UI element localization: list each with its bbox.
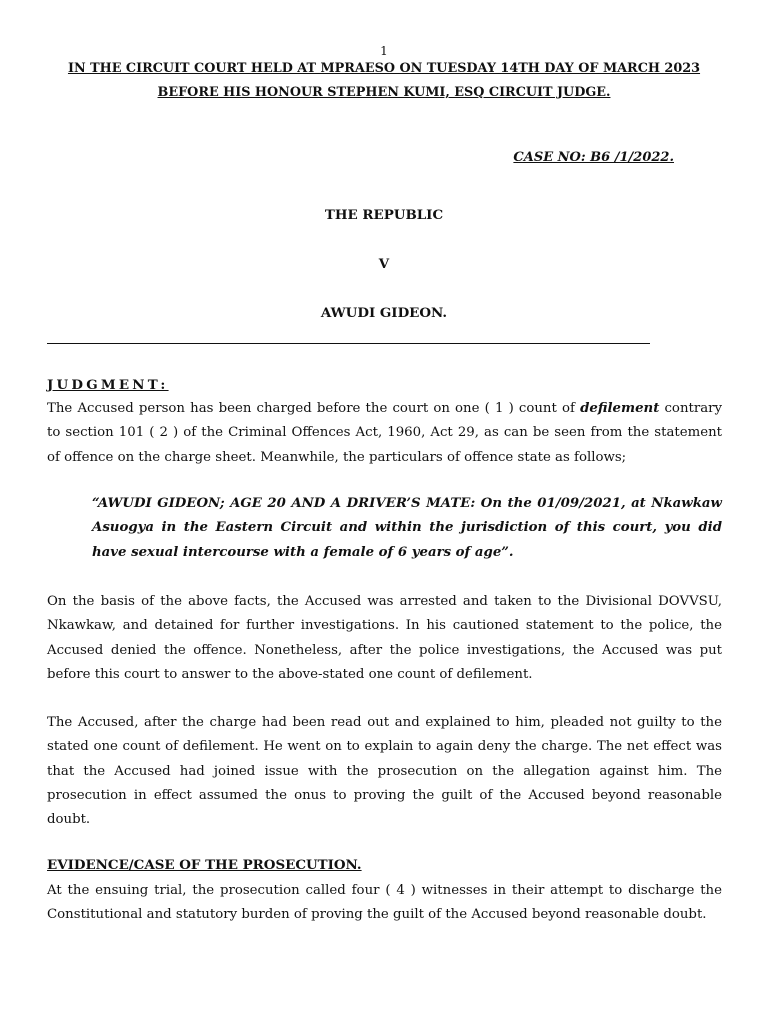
court-header — [40, 57, 728, 105]
defilement-emphasis: defilement — [580, 401, 660, 416]
party-accused: AWUDI GIDEON. — [320, 305, 448, 321]
page-number: 1 — [380, 44, 388, 58]
party-versus: V — [378, 256, 390, 272]
judgment-paragraph-1-part-2: contrary to section 101 ( 2 ) of the Criminal Offences Act, 1960, Act 29, as can be seen from the statement of offence on the charge sheet. Meanwhile, the particulars of offence state as follows; — [47, 401, 723, 465]
evidence-paragraph-1: At the ensuing trial, the prosecution called four ( 4 ) witnesses in their attempt to discharge the Constitutional and statutory burden of proving the guilt of the Accused beyond reasonable doubt. — [47, 883, 722, 923]
judgment-paragraph-3: The Accused, after the charge had been read out and explained to him, pleaded not guilty to the stated one count of defilement. He went on to explain to again deny the charge. The net effect was that the Accused had joined issue with the prosecution on the allegation against him. The prosecution in effect assumed the onus to proving the guilt of the Accused beyond reasonable doubt. — [47, 715, 722, 828]
court-header-line-2: BEFORE HIS HONOUR STEPHEN KUMI, ESQ CIRCUIT JUDGE. — [157, 85, 611, 100]
horizontal-divider — [47, 343, 650, 344]
party-plaintiff: THE REPUBLIC — [324, 207, 444, 223]
judgment-paragraph-1-part-1: The Accused person has been charged before the court on one ( 1 ) count of — [47, 401, 581, 416]
court-header-line-1: IN THE CIRCUIT COURT HELD AT MPRAESO ON TUESDAY 14TH DAY OF MARCH 2023 — [67, 61, 701, 76]
judgment-paragraph-2: On the basis of the above facts, the Accused was arrested and taken to the Divisional DOVVSU, Nkawkaw, and detained for further investigations. In his cautioned statement to the police, the Accused denied the offence. Nonetheless, after the police investigations, the Accused was put before this court to answer to the above-stated one count of defilement. — [47, 594, 722, 682]
judgment-paragraph-1 — [47, 397, 722, 470]
evidence-heading: EVIDENCE/CASE OF THE PROSECUTION. — [47, 857, 362, 873]
charge-particulars-quote: “AWUDI GIDEON; AGE 20 AND A DRIVER’S MATE: On the 01/09/2021, at Nkawkaw Asuogya in the Eastern Circuit and within the jurisdiction of this court, you did have sexual intercourse with a female of 6 years of age”. — [92, 496, 722, 560]
judgment-heading: JUDGMENT: — [47, 377, 169, 393]
case-number: CASE NO: B6 /1/2022. — [513, 150, 674, 165]
